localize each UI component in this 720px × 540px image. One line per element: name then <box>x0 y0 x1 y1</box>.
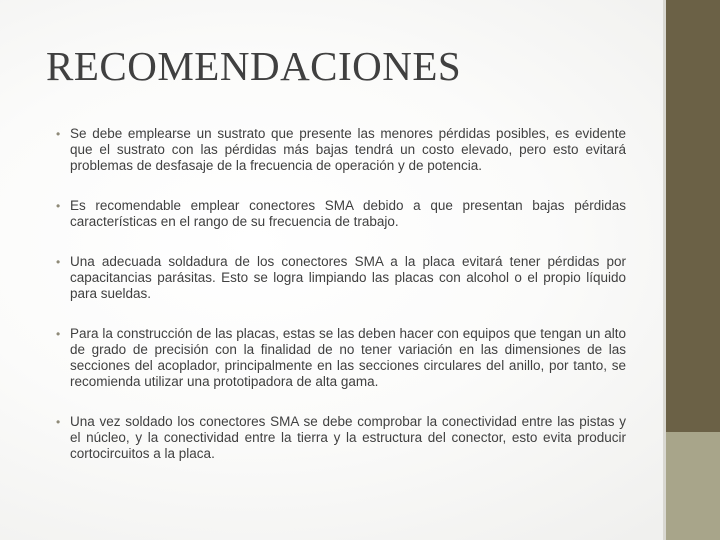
bullet-item <box>56 126 626 174</box>
side-panel-accent <box>666 432 720 540</box>
bullet-item <box>56 414 626 462</box>
bullet-icon: • <box>56 415 61 429</box>
bullet-text: Una vez soldado los conectores SMA se debe comprobar la conectividad entre las pistas y el núcleo, y la conectividad entre la tierra y la estructura del conector, esto evita producir cortocircuitos a la placa. <box>70 414 626 461</box>
bullet-icon: • <box>56 199 61 213</box>
bullet-text: Una adecuada soldadura de los conectores SMA a la placa evitará tener pérdidas por capacitancias parásitas. Esto se logra limpiando las placas con alcohol o el propio líquido para sueldas. <box>70 254 626 301</box>
bullet-icon: • <box>56 327 61 341</box>
bullet-text: Es recomendable emplear conectores SMA debido a que presentan bajas pérdidas características en el rango de su frecuencia de trabajo. <box>70 198 626 229</box>
bullet-item <box>56 198 626 230</box>
bullet-icon: • <box>56 255 61 269</box>
slide-title: RECOMENDACIONES <box>46 43 462 89</box>
bullet-item <box>56 326 626 390</box>
bullet-list <box>56 126 626 486</box>
bullet-item <box>56 254 626 302</box>
bullet-text: Se debe emplearse un sustrato que presente las menores pérdidas posibles, es evidente que el sustrato con las pérdidas más bajas tendrá un costo elevado, pero esto evitará problemas de desfasaje de la frecuencia de operación y de potencia. <box>70 126 626 173</box>
bullet-text: Para la construcción de las placas, estas se las deben hacer con equipos que tengan un alto de grado de precisión con la finalidad de no tener variación en las dimensiones de las secciones del acoplador, principalmente en las secciones circulares del anillo, por tanto, se recomienda utilizar una prototipadora de alta gama. <box>70 326 626 389</box>
bullet-icon: • <box>56 127 61 141</box>
